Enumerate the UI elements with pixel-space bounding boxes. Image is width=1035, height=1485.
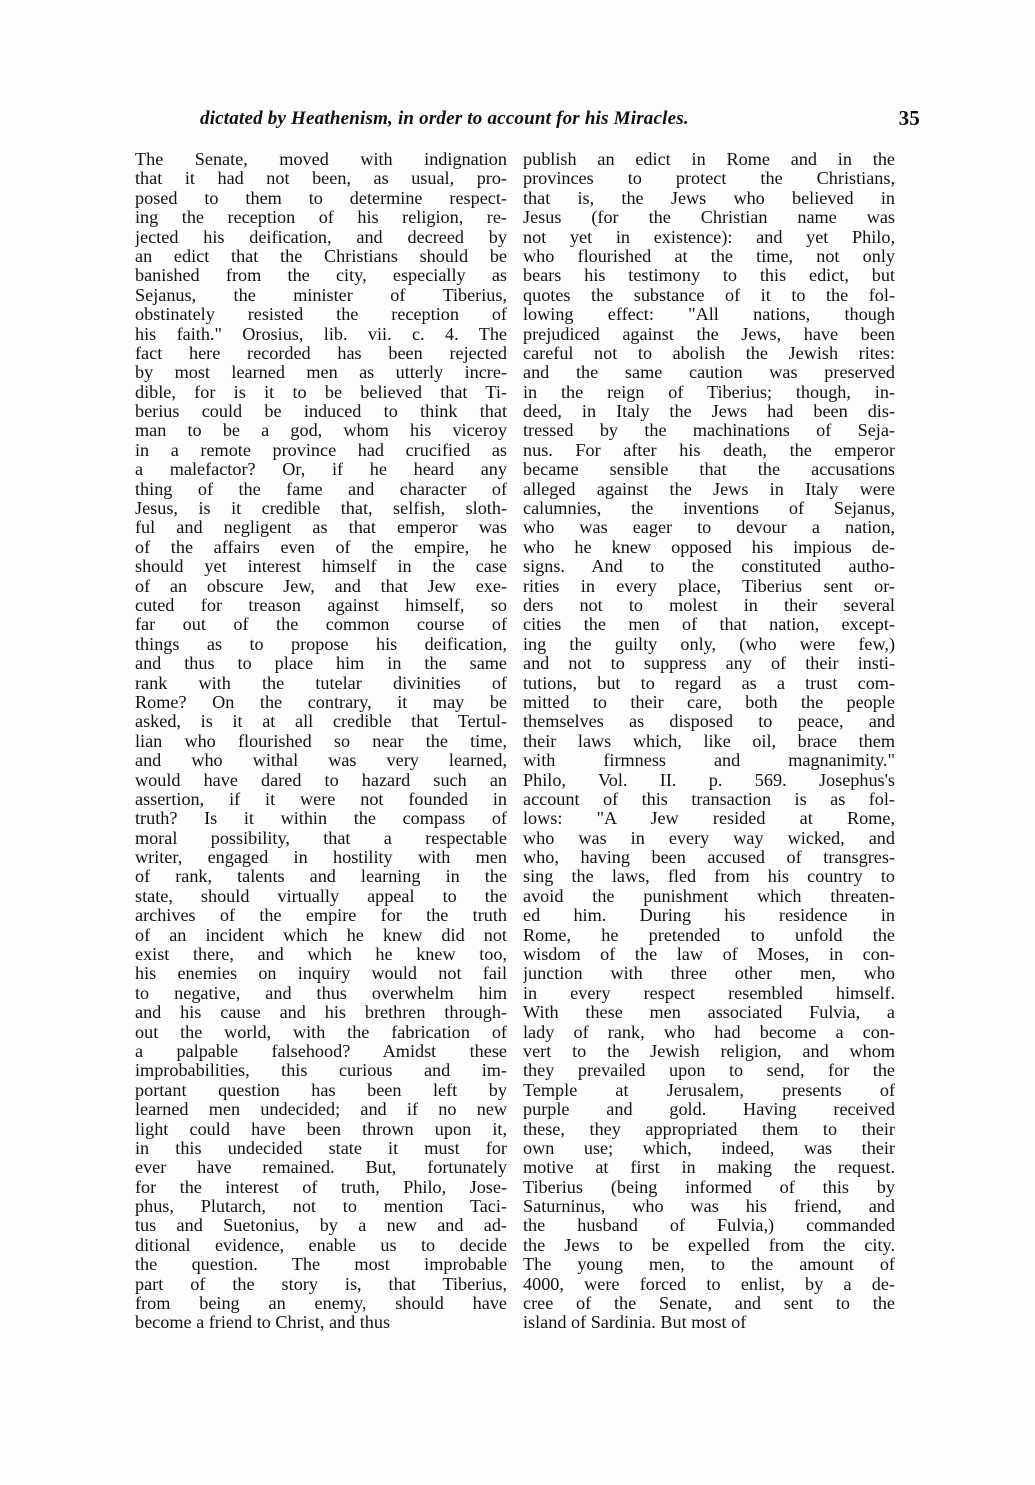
text-line: and who withal was very learned, (135, 751, 507, 771)
text-line: alleged against the Jews in Italy were (523, 479, 895, 499)
text-line: careful not to abolish the Jewish rites: (523, 343, 895, 363)
text-line: writer, engaged in hostility with men (135, 848, 507, 868)
text-line: exist there, and which he knew too, (135, 945, 507, 965)
text-line: in the reign of Tiberius; though, in- (523, 382, 895, 402)
text-line: Philo, Vol. II. p. 569. Josephus's (523, 770, 895, 790)
text-line: things as to propose his deification, (135, 634, 507, 654)
text-line: and not to suppress any of their insti- (523, 654, 895, 674)
text-line: lowing effect: "All nations, though (523, 305, 895, 325)
text-line: for the interest of truth, Philo, Jose- (135, 1177, 507, 1197)
page-number: 35 (898, 106, 920, 130)
text-line: phus, Plutarch, not to mention Taci- (135, 1197, 507, 1217)
text-line: publish an edict in Rome and in the (523, 150, 895, 169)
text-line: in a remote province had crucified as (135, 440, 507, 460)
text-line: cree of the Senate, and sent to the (523, 1294, 895, 1314)
text-line: his faith." Orosius, lib. vii. c. 4. The (135, 324, 507, 344)
text-line: lows: "A Jew resided at Rome, (523, 809, 895, 829)
text-line: 4000, were forced to enlist, by a de- (523, 1274, 895, 1294)
text-line: nus. For after his death, the emperor (523, 440, 895, 460)
text-line: thing of the fame and character of (135, 479, 507, 499)
text-line: improbabilities, this curious and im- (135, 1061, 507, 1081)
text-line: vert to the Jewish religion, and whom (523, 1041, 895, 1061)
text-line: portant question has been left by (135, 1080, 507, 1100)
right-text-column (523, 150, 895, 1333)
text-line: Saturninus, who was his friend, and (523, 1197, 895, 1217)
text-line: their laws which, like oil, brace them (523, 731, 895, 751)
text-line: his enemies on inquiry would not fail (135, 964, 507, 984)
text-line: part of the story is, that Tiberius, (135, 1274, 507, 1294)
running-title: dictated by Heathenism, in order to account for his Miracles. (200, 108, 689, 129)
text-line: they prevailed upon to send, for the (523, 1061, 895, 1081)
text-line: sing the laws, fled from his country to (523, 867, 895, 887)
text-line: jected his deification, and decreed by (135, 227, 507, 247)
text-line: with firmness and magnanimity." (523, 751, 895, 771)
text-line: The young men, to the amount of (523, 1255, 895, 1275)
text-line: account of this transaction is as fol- (523, 789, 895, 809)
text-line: far out of the common course of (135, 615, 507, 635)
text-line: Rome, he pretended to unfold the (523, 925, 895, 945)
text-line: Sejanus, the minister of Tiberius, (135, 285, 507, 305)
text-line: that is, the Jews who believed in (523, 188, 895, 208)
text-line: ditional evidence, enable us to decide (135, 1235, 507, 1255)
text-line: mitted to their care, both the people (523, 692, 895, 712)
text-line: tressed by the machinations of Seja- (523, 421, 895, 441)
text-line: in every respect resembled himself. (523, 983, 895, 1003)
text-line: became sensible that the accusations (523, 460, 895, 480)
text-line: wisdom of the law of Moses, in con- (523, 945, 895, 965)
text-line: signs. And to the constituted autho- (523, 557, 895, 577)
text-line: purple and gold. Having received (523, 1100, 895, 1120)
text-line: ders not to molest in their several (523, 595, 895, 615)
text-line: posed to them to determine respect- (135, 188, 507, 208)
text-line: man to be a god, whom his viceroy (135, 421, 507, 441)
text-line: of rank, talents and learning in the (135, 867, 507, 887)
text-line: prejudiced against the Jews, have been (523, 324, 895, 344)
text-line: ing the guilty only, (who were few,) (523, 634, 895, 654)
text-line: and thus to place him in the same (135, 654, 507, 674)
text-line: bears his testimony to this edict, but (523, 266, 895, 286)
text-line: not yet in existence): and yet Philo, (523, 227, 895, 247)
text-line: banished from the city, especially as (135, 266, 507, 286)
text-line: avoid the punishment which threaten- (523, 886, 895, 906)
text-line: become a friend to Christ, and thus (135, 1313, 391, 1333)
text-line: from being an enemy, should have (135, 1294, 507, 1314)
text-line: lady of rank, who had become a con- (523, 1022, 895, 1042)
text-line: an edict that the Christians should be (135, 246, 507, 266)
text-line: in this undecided state it must for (135, 1138, 507, 1158)
text-line: truth? Is it within the compass of (135, 809, 507, 829)
text-line: to negative, and thus overwhelm him (135, 983, 507, 1003)
text-line: of the affairs even of the empire, he (135, 537, 507, 557)
text-line: and his cause and his brethren through- (135, 1003, 507, 1023)
text-line: cities the men of that nation, except- (523, 615, 895, 635)
text-line: the husband of Fulvia,) commanded (523, 1216, 895, 1236)
text-line: who was eager to devour a nation, (523, 518, 895, 538)
text-line: asked, is it at all credible that Tertul- (135, 712, 507, 732)
text-line: archives of the empire for the truth (135, 906, 507, 926)
text-line: Temple at Jerusalem, presents of (523, 1080, 895, 1100)
text-line: these, they appropriated them to their (523, 1119, 895, 1139)
text-line: motive at first in making the request. (523, 1158, 895, 1178)
text-line: deed, in Italy the Jews had been dis- (523, 402, 895, 422)
text-line: With these men associated Fulvia, a (523, 1003, 895, 1023)
text-line: dible, for is it to be believed that Ti- (135, 382, 507, 402)
text-line: learned men undecided; and if no new (135, 1100, 507, 1120)
text-line: that it had not been, as usual, pro- (135, 169, 507, 189)
text-line: who he knew opposed his impious de- (523, 537, 895, 557)
text-line: Rome? On the contrary, it may be (135, 692, 507, 712)
text-line: cuted for treason against himself, so (135, 595, 507, 615)
left-text-column (135, 150, 507, 1333)
text-line: themselves as disposed to peace, and (523, 712, 895, 732)
text-line: The Senate, moved with indignation (135, 150, 507, 169)
text-line: the question. The most improbable (135, 1255, 507, 1275)
text-line: Jesus (for the Christian name was (523, 208, 895, 228)
text-line: state, should virtually appeal to the (135, 886, 507, 906)
text-line: Jesus, is it credible that, selfish, sloth- (135, 499, 507, 519)
text-line: quotes the substance of it to the fol- (523, 285, 895, 305)
running-header (130, 104, 920, 136)
text-line: who was in every way wicked, and (523, 828, 895, 848)
text-line: calumnies, the inventions of Sejanus, (523, 499, 895, 519)
text-line: out the world, with the fabrication of (135, 1022, 507, 1042)
text-line: and the same caution was preserved (523, 363, 895, 383)
text-line: rities in every place, Tiberius sent or- (523, 576, 895, 596)
text-line: would have dared to hazard such an (135, 770, 507, 790)
text-line: tus and Suetonius, by a new and ad- (135, 1216, 507, 1236)
text-line: berius could be induced to think that (135, 402, 507, 422)
text-line: by most learned men as utterly incre- (135, 363, 507, 383)
text-line: own use; which, indeed, was their (523, 1138, 895, 1158)
text-line: junction with three other men, who (523, 964, 895, 984)
text-line: obstinately resisted the reception of (135, 305, 507, 325)
text-line: the Jews to be expelled from the city. (523, 1235, 895, 1255)
text-line: light could have been thrown upon it, (135, 1119, 507, 1139)
text-line: who flourished at the time, not only (523, 246, 895, 266)
text-line: Tiberius (being informed of this by (523, 1177, 895, 1197)
text-line: should yet interest himself in the case (135, 557, 507, 577)
text-line: fact here recorded has been rejected (135, 343, 507, 363)
text-line: ed him. During his residence in (523, 906, 895, 926)
text-line: lian who flourished so near the time, (135, 731, 507, 751)
text-line: ever have remained. But, fortunately (135, 1158, 507, 1178)
text-line: provinces to protect the Christians, (523, 169, 895, 189)
text-line: moral possibility, that a respectable (135, 828, 507, 848)
text-line: ing the reception of his religion, re- (135, 208, 507, 228)
text-line: rank with the tutelar divinities of (135, 673, 507, 693)
text-line: a palpable falsehood? Amidst these (135, 1041, 507, 1061)
text-line: a malefactor? Or, if he heard any (135, 460, 507, 480)
text-line: assertion, if it were not founded in (135, 789, 507, 809)
text-line: ful and negligent as that emperor was (135, 518, 507, 538)
text-line: of an incident which he knew did not (135, 925, 507, 945)
text-line: island of Sardinia. But most of (523, 1313, 747, 1333)
text-line: tutions, but to regard as a trust com- (523, 673, 895, 693)
text-line: of an obscure Jew, and that Jew exe- (135, 576, 507, 596)
text-line: who, having been accused of transgres- (523, 848, 895, 868)
